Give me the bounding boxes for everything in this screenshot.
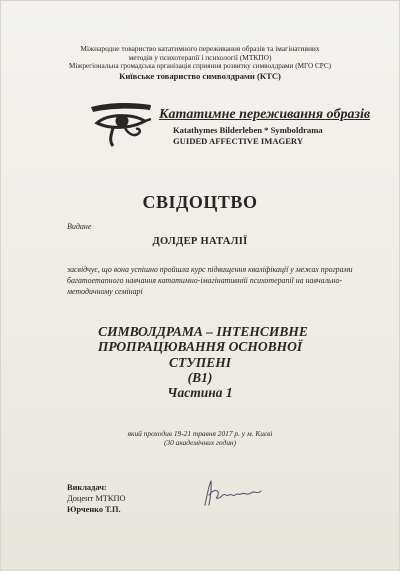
lecturer-block	[67, 483, 126, 515]
brand-title-german: Katathymes Bilderleben * Symboldrama	[173, 125, 323, 135]
organization-name-interregional: Міжрегіональна громадська організація сприяння розвитку символдрами (МГО СРС)	[68, 62, 332, 70]
certificate-body-text: засвідчує, що вона успішно пройшла курс підвищення кваліфікації у межах програми багатоетапного навчання кататимно-імагінативній психотерапії на навчально-методичному семінарі	[67, 265, 353, 296]
recipient-name: ДОЛДЕР НАТАЛІЇ	[152, 236, 248, 247]
brand-title-english: GUIDED AFFECTIVE IMAGERY	[173, 136, 304, 146]
course-title	[1, 324, 399, 400]
hours-line: (30 академічних годин)	[163, 438, 237, 448]
lecturer-label: Викладач:	[67, 483, 107, 492]
date-block	[1, 429, 399, 448]
eye-of-horus-icon	[89, 101, 153, 149]
signature-icon	[197, 477, 277, 509]
lecturer-position: Доцент МТКПО	[67, 493, 126, 503]
brand-title-ukrainian: Кататимне переживання образів	[159, 107, 371, 122]
issued-label: Видане	[67, 222, 92, 231]
course-title-line2: ПРОПРАЦЮВАННЯ ОСНОВНОЇ	[97, 339, 303, 355]
course-title-line3: СТУПЕНІ	[169, 354, 231, 370]
organization-name-international: Міжнародне товариство кататимного переживання образів та імагінативних методів у психотерапії і психології (МТКПО)	[80, 44, 320, 62]
course-title-line1: СИМВОЛДРАМА – ІНТЕНСИВНЕ	[98, 324, 308, 339]
course-part: Частина 1	[167, 385, 233, 400]
organization-name-kyiv: Київське товариство символдрами (КТС)	[119, 71, 281, 81]
brand-block	[159, 107, 370, 146]
certificate-title: СВІДОЦТВО	[142, 192, 258, 212]
date-line: який проходив 19-21 травня 2017 р. у м. Києві	[127, 429, 273, 438]
lecturer-name: Юрченко Т.П.	[67, 504, 121, 514]
course-level: (В1)	[187, 369, 213, 385]
